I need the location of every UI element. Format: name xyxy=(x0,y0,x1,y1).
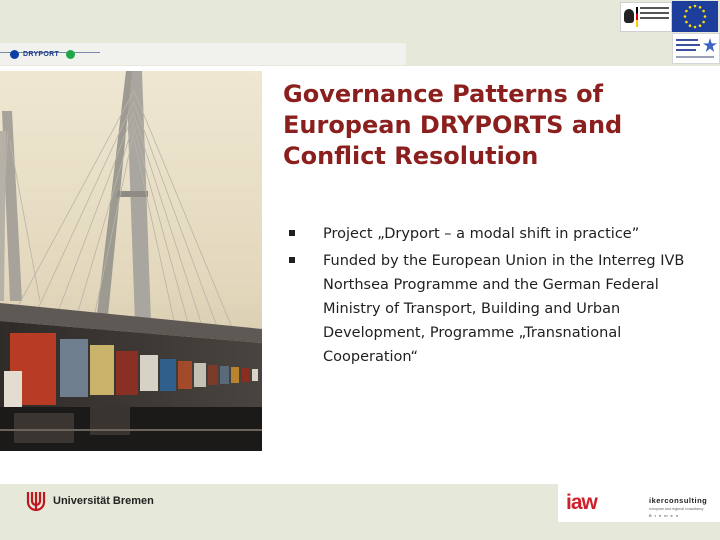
ikerconsulting-name: ikerconsulting xyxy=(649,496,708,505)
german-ministry-logo xyxy=(620,2,672,32)
blue-dot-icon xyxy=(10,50,19,59)
interreg-ivb-logo xyxy=(672,33,720,64)
university-emblem-icon xyxy=(25,490,47,512)
slide-title: Governance Patterns of European DRYPORTS and Conflict Resolution xyxy=(283,80,623,170)
bullet-item xyxy=(283,249,708,369)
ikerconsulting-logo xyxy=(649,496,717,518)
university-name: Universität Bremen xyxy=(53,495,154,507)
bullet-text: Funded by the European Union in the Interreg IVB Northsea Programme and the German Federal Ministry of Transport, Building and Urban Development, Programme „Transnational Cooperation“ xyxy=(323,253,685,365)
ikerconsulting-city: Bremen xyxy=(649,513,682,518)
square-bullet-icon xyxy=(289,257,295,263)
university-bremen-logo xyxy=(25,490,154,512)
ministry-text-lines xyxy=(640,7,669,22)
bullet-list xyxy=(283,222,708,372)
eagle-icon xyxy=(624,9,634,23)
green-dot-icon xyxy=(66,50,75,59)
iaw-logo: iaw xyxy=(566,491,597,514)
dryport-logo xyxy=(10,46,75,62)
dryport-logo-text: DRYPORT xyxy=(23,50,60,58)
bullet-text: Project „Dryport – a modal shift in practice” xyxy=(323,226,640,242)
bridge-photo xyxy=(0,71,262,451)
ikerconsulting-subtitle: european and regional consultancy xyxy=(649,507,704,511)
eu-flag-logo xyxy=(672,1,718,32)
german-flag-icon xyxy=(636,7,638,27)
bullet-item xyxy=(283,222,708,246)
square-bullet-icon xyxy=(289,230,295,236)
star-icon xyxy=(703,38,717,52)
